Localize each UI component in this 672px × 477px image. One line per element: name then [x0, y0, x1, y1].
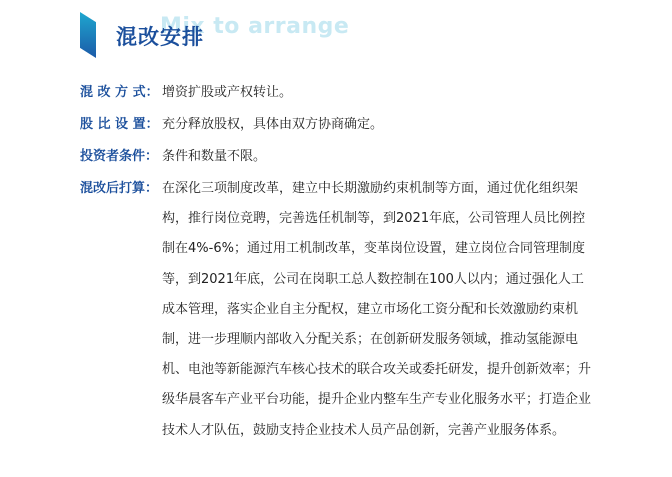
- header-subtitle-english: Mix to arrange: [160, 14, 350, 39]
- info-label: 投资者条件：: [80, 149, 159, 164]
- info-value: 条件和数量不限。: [162, 149, 267, 164]
- section-header: [0, 0, 672, 70]
- info-label: 混改后打算：: [80, 181, 159, 196]
- info-value: 增资扩股或产权转让。: [162, 85, 293, 100]
- info-label: 股 比 设 置：: [80, 117, 159, 132]
- header-accent-bar: [80, 12, 96, 58]
- page-title: 混改安排: [116, 25, 204, 49]
- info-label: 混 改 方 式：: [80, 85, 159, 100]
- info-value: 充分释放股权，具体由双方协商确定。: [162, 117, 384, 132]
- info-value: 在深化三项制度改革，建立中长期激励约束机制等方面，通过优化组织架构，推行岗位竞聘，完善选任机制等，到2021年底，公司管理人员比例控制在4%-6%；通过用工机制改革，变革岗位设置，建立岗位合同管理制度等，到2021年底，公司在岗职工总人数控制在100人以内；通过强化人工成本管理，落实企业自主分配权，建立市场化工资分配和长效激励约束机制，进一步理顺内部收入分配关系；在创新研发服务领域，推动氢能源电机、电池等新能源汽车核心技术的联合攻关或委托研发，提升创新效率；升级华晨客车产业平台功能，提升企业内整车生产专业化服务水平；打造企业技术人才队伍，鼓励支持企业技术人员产品创新，完善产业服务体系。: [162, 181, 592, 438]
